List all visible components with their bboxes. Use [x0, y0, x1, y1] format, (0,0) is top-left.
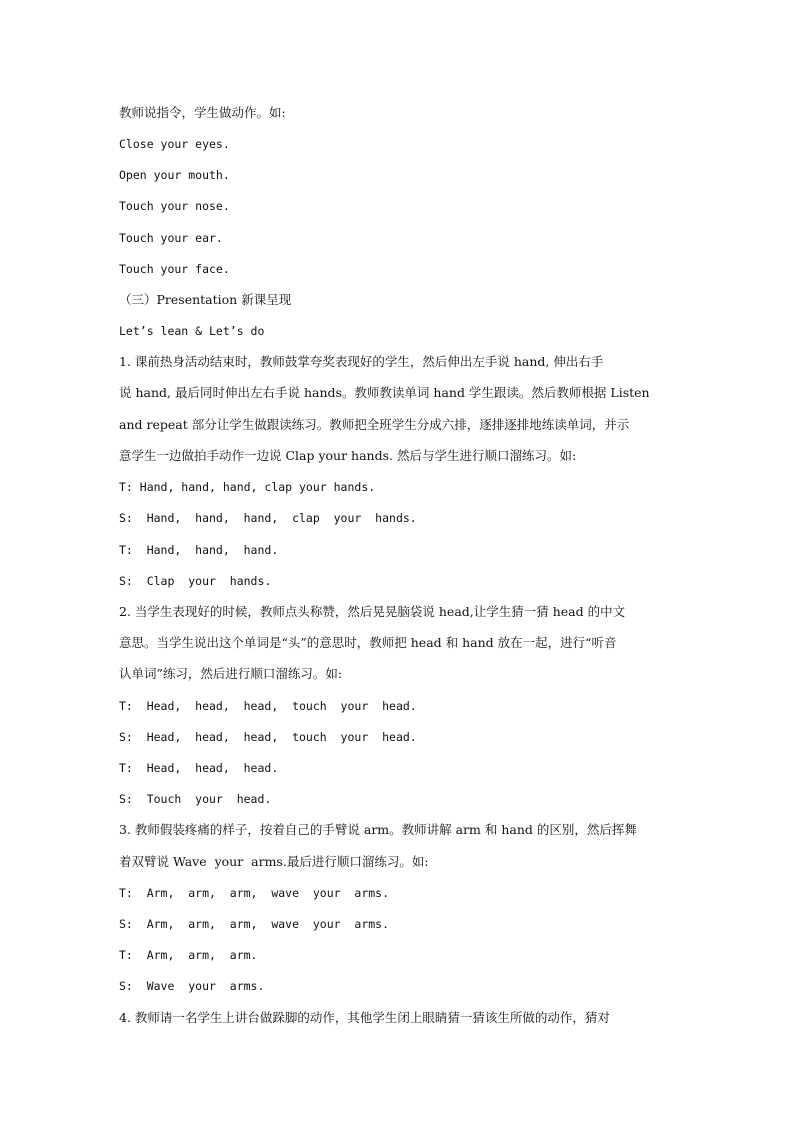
text-line: T: Hand, hand, hand.: [119, 543, 279, 557]
section-heading: （三）Presentation 新课呈现: [119, 292, 292, 307]
text-line: S: Wave your arms.: [119, 979, 265, 993]
text-line: Touch your ear.: [119, 231, 223, 245]
text-line: 说 hand, 最后同时伸出左右手说 hands。教师教读单词 hand 学生跟读。然后教师根据 Listen: [119, 385, 650, 400]
text-line: S: Clap your hands.: [119, 574, 272, 588]
text-line: Close your eyes.: [119, 137, 230, 151]
text-line: 意思。当学生说出这个单词是“头”的意思时，教师把 head 和 hand 放在一起，进行“听音: [119, 635, 617, 650]
text-line: S: Arm, arm, arm, wave your arms.: [119, 917, 390, 931]
text-line: T: Hand, hand, hand, clap your hands.: [119, 480, 376, 494]
text-line: T: Arm, arm, arm.: [119, 948, 258, 962]
text-line: 教师说指令，学生做动作。如:: [119, 105, 286, 120]
text-line: 着双臂说 Wave your arms.最后进行顺口溜练习。如:: [119, 854, 429, 869]
text-line: 2. 当学生表现好的时候，教师点头称赞，然后晃晃脑袋说 head,让学生猜一猜 head 的中文: [119, 604, 626, 619]
text-line: 3. 教师假装疼痛的样子，按着自己的手臂说 arm。教师讲解 arm 和 hand 的区别，然后挥舞: [119, 822, 637, 837]
text-line: T: Arm, arm, arm, wave your arms.: [119, 886, 390, 900]
text-line: T: Head, head, head, touch your head.: [119, 699, 417, 713]
text-line: S: Touch your head.: [119, 792, 272, 806]
text-line: 意学生一边做拍手动作一边说 Clap your hands. 然后与学生进行顺口溜练习。如:: [119, 448, 577, 463]
text-line: Let’s lean & Let’s do: [119, 324, 265, 338]
text-line: Touch your nose.: [119, 199, 230, 213]
text-line: 1. 课前热身活动结束时，教师鼓掌夸奖表现好的学生，然后伸出左手说 hand, 伸出右手: [119, 354, 604, 369]
text-line: Open your mouth.: [119, 168, 230, 182]
text-line: and repeat 部分让学生做跟读练习。教师把全班学生分成六排，逐排逐排地练读单词，并示: [119, 417, 630, 432]
text-line: Touch your face.: [119, 262, 230, 276]
text-line: S: Hand, hand, hand, clap your hands.: [119, 511, 417, 525]
text-line: S: Head, head, head, touch your head.: [119, 730, 417, 744]
text-line: 4. 教师请一名学生上讲台做跺脚的动作，其他学生闭上眼睛猜一猜该生所做的动作，猜对: [119, 1010, 610, 1025]
text-line: T: Head, head, head.: [119, 761, 279, 775]
text-line: 认单词”练习，然后进行顺口溜练习。如:: [119, 666, 343, 681]
